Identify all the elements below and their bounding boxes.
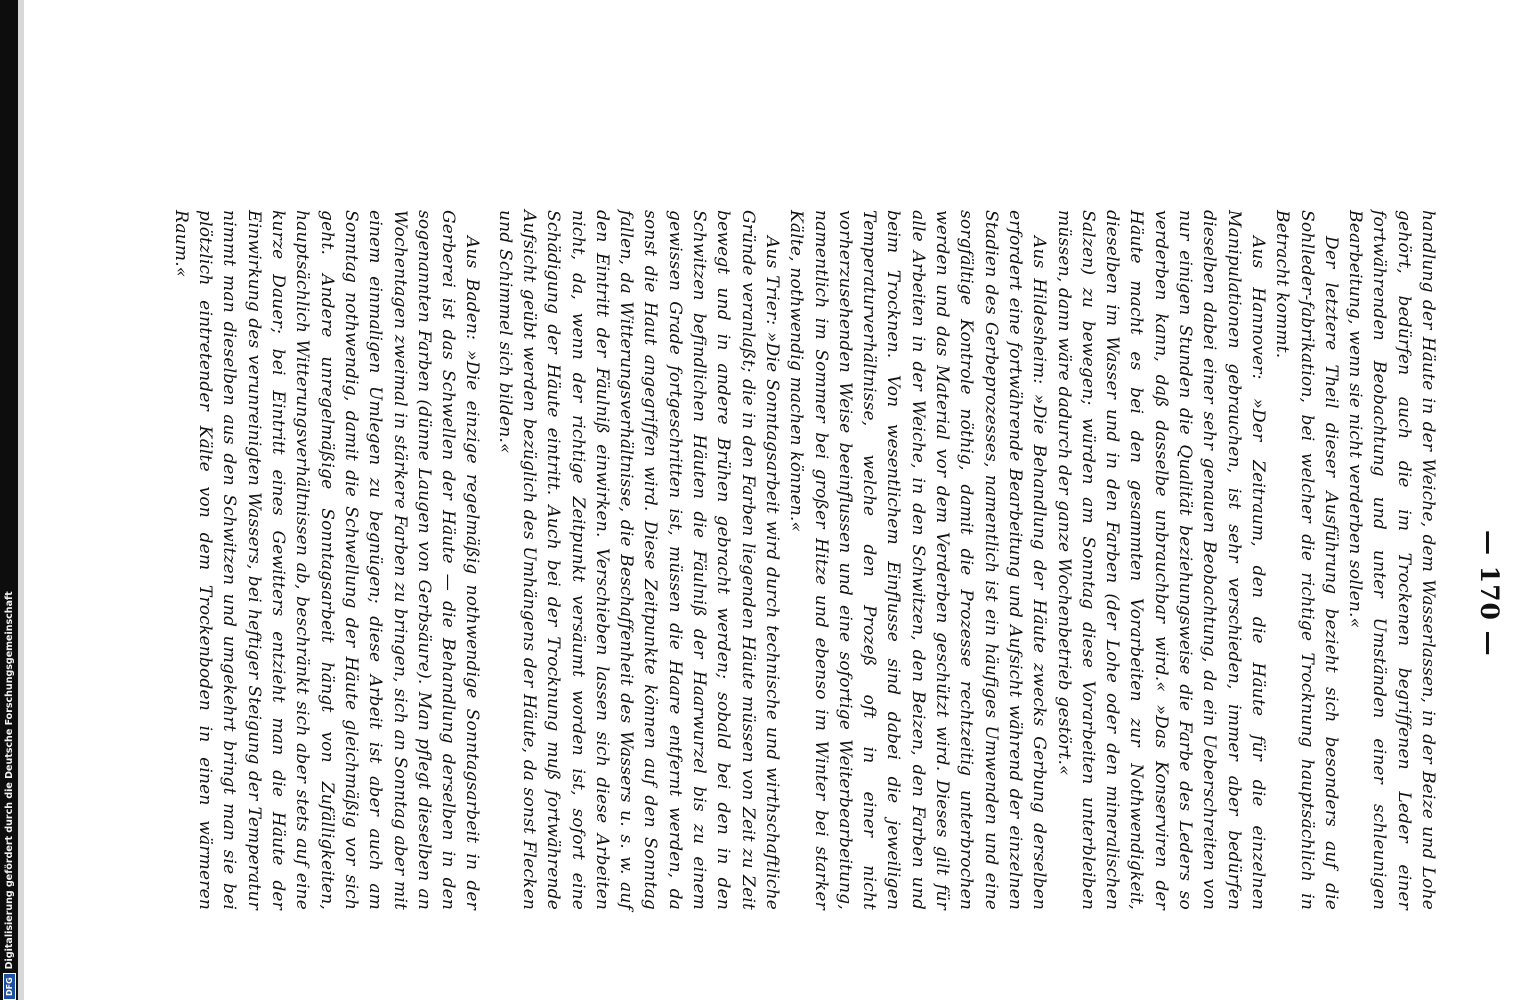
paragraph: handlung der Häute in der Weiche, dem Wasserlassen, in der Beize und Lohe gehört, bedürfen auch die im Trockenen begriffenen Leder einer fortwährenden Beobachtung und unter Umständen einer schleunigen Bearbeitung, wenn sie nicht verderben sollen.« [1345,210,1438,910]
paragraph: Aus Hildesheim: »Die Behandlung der Häute zwecks Gerbung derselben erfordert eine fortwährende Bearbeitung und Aufsicht während der einzelnen Stadien des Gerbeprozesses, namentlich ist ein häufiges Umwenden und eine sorgfältige Kontrole nöthig, damit die Prozesse rechtzeitig unterbrochen werden und das Material vor dem Verderben geschützt wird. Dieses gilt für alle Arbeiten in der Weiche, in den Schwitzen, den Beizen, den Farben und beim Trocknen. Von wesentlichem Einflusse sind dabei die jeweiligen Temperaturverhältnisse, welche den Prozeß oft in einer nicht vorherzusehenden Weise beeinflussen und eine sofortige Weiterbearbeitung, namentlich im Sommer bei großer Hitze und ebenso im Winter bei starker Kälte, nothwendig machen können.« [786,210,1050,910]
digitization-credit [2,400,16,1000]
paragraph: Aus Trier: »Die Sonntagsarbeit wird durch technische und wirthschaftliche Gründe veranlaßt; die in den Farben liegenden Häute müssen von Zeit zu Zeit bewegt und in andere Brühen gebracht werden; sobald bei den in den Schwitzen befindlichen Häuten die Fäulniß der Haarwurzel bis zu einem gewissen Grade fortgeschritten ist, müssen die Haare entfernt werden, da sonst die Haut angegriffen wird. Diese Zeitpunkte können auf den Sonntag fallen, da Witterungsverhältnisse, die Beschaffenheit des Wassers u. s. w. auf den Eintritt der Fäulniß einwirken. Verschieben lassen sich diese Arbeiten nicht, da, wenn der richtige Zeitpunkt versäumt worden ist, sofort eine Schädigung der Häute eintritt. Auch bei der Trocknung muß fortwährende Aufsicht geübt werden bezüglich des Umhängens der Häute, da sonst Flecken und Schimmel sich bilden.« [494,210,782,910]
paragraph: Der letztere Theil dieser Ausführung bezieht sich besonders auf die Sohlleder-fabrikation, bei welcher die richtige Trocknung hauptsächlich in Betracht kommt. [1272,210,1341,910]
dfg-logo: DFG [3,973,16,1000]
page-number: — 170 — [1475,530,1504,657]
paragraph-gap [484,210,492,910]
paragraph: Aus Hannover: »Der Zeitraum, den die Häute für die einzelnen Manipulationen gebrauchen, ist sehr verschieden, immer aber bedürfen dieselben dabei einer sehr genauen Beobachtung, da ein Ueberschreiten von nur einigen Stunden die Qualität beziehungsweise die Farbe des Leders so verderben kann, daß dasselbe unbrauchbar wird.« »Das Konserviren der Häute macht es bei den gesammten Vorarbeiten zur Nothwendigkeit, dieselben im Wasser und in den Farben (der Lohe oder den mineralischen Salzen) zu bewegen; würden am Sonntag diese Vorarbeiten unterbleiben müssen, dann wäre dadurch der ganze Wochenbetrieb gestört.« [1053,210,1268,910]
scan-border-shadow [18,0,24,1000]
paragraph: Aus Baden: »Die einzige regelmäßig nothwendige Sonntagsarbeit in der Gerberei ist das Schwellen der Häute — die Behandlung derselben in den sogenannten Farben (dünne Laugen von Gerbsäure). Man pflegt dieselben an Wochentagen zweimal in stärkere Farben zu bringen, sich an Sonntag aber mit einem einmaligen Umlegen zu begnügen; diese Arbeit ist aber auch am Sonntag nothwendig, damit die Schwellung der Häute gleichmäßig vor sich geht. Andere unregelmäßige Sonntagsarbeit hängt von Zufälligkeiten, hauptsächlich Witterungsverhältnissen ab, beschränkt sich aber stets auf eine kurze Dauer; bei Eintritt eines Gewitters entzieht man die Häute der Einwirkung des verunreinigten Wassers, bei heftiger Steigung der Temperatur nimmt man dieselben aus den Schwitzen und umgekehrt bringt man sie bei plötzlich eintretender Kälte von dem Trockenboden in einen wärmeren Raum.« [170,210,483,910]
digitization-credit-text: Digitalisierung gefördert durch die Deutsche Forschungsgemeinschaft [3,591,15,970]
rotated-page [126,0,1526,1000]
body-text [169,210,1440,910]
